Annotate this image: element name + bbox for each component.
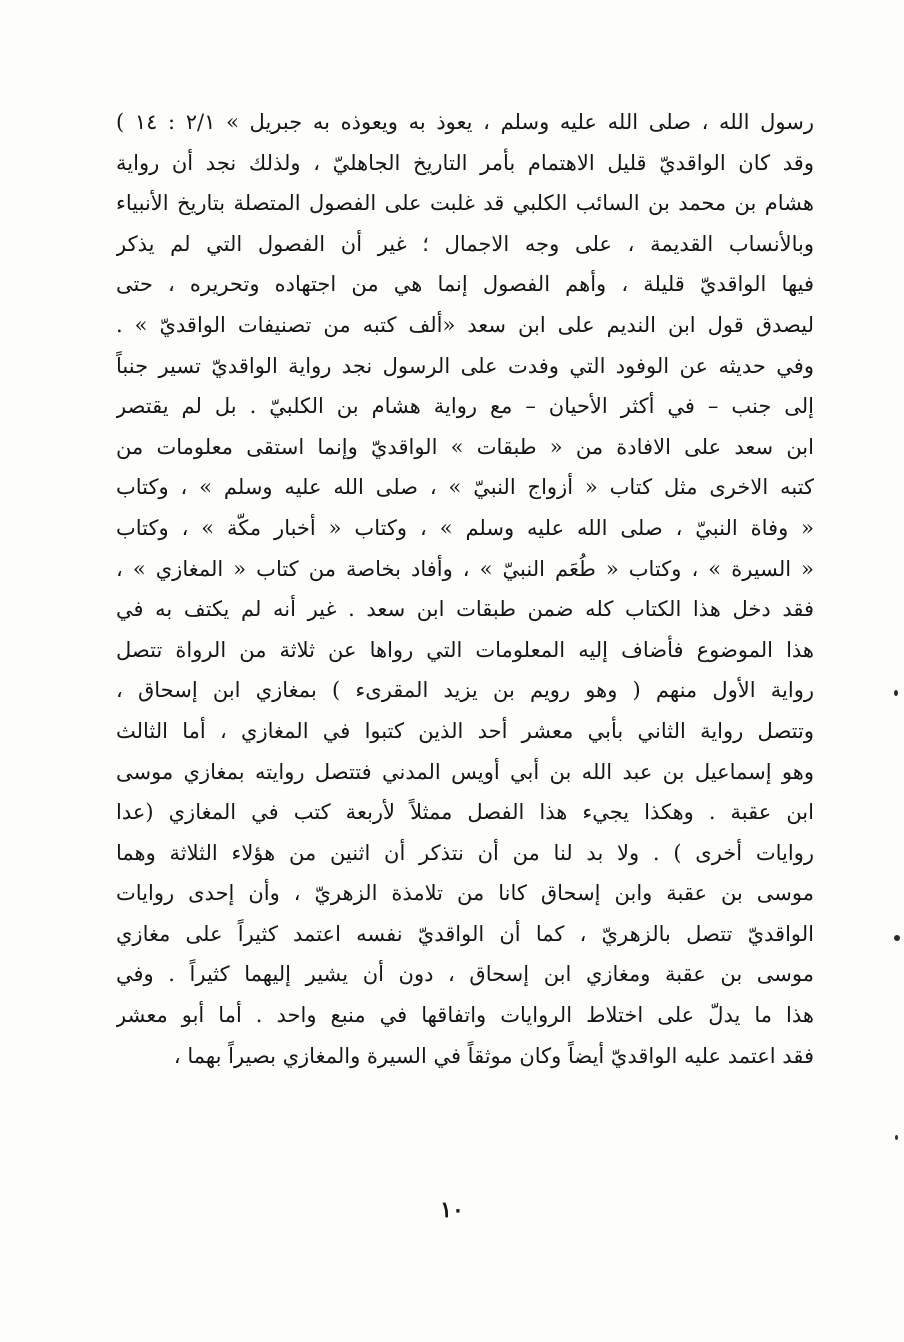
text-line-21: الواقديّ تتصل بالزهريّ ، كما أن الواقديّ نفسه اعتمد كثيراً على مغازي: [116, 921, 814, 946]
text-line-15: رواية الأول منهم ( وهو رويم بن يزيد المقرىء ) بمغازي ابن إسحاق ،: [116, 678, 814, 703]
text-line-7: وفي حديثه عن الوفود التي وفدت على الرسول نجد رواية الواقديّ تسير جنباً: [116, 353, 814, 378]
text-line-6: ليصدق قول ابن النديم على ابن سعد «ألف كتبه من تصنيفات الواقديّ » .: [116, 312, 814, 337]
scan-speck-right-lower: [895, 1135, 898, 1140]
text-line-12: « السيرة » ، وكتاب « طُعَم النبيّ » ، وأفاد بخاصة من كتاب « المغازي » ،: [116, 556, 814, 581]
text-line-3: هشام بن محمد بن السائب الكلبي قد غلبت على الفصول المتصلة بتاريخ الأنبياء: [116, 191, 814, 216]
text-line-1: رسول الله ، صلى الله عليه وسلم ، يعوذ به ويعوذه به جبريل » ٢/١ : ١٤ ): [116, 110, 814, 134]
scan-speck-right-upper: [894, 690, 898, 696]
text-line-4: وبالأنساب القديمة ، على وجه الاجمال ؛ غير أن الفصول التي لم يذكر: [116, 231, 814, 256]
text-line-18: ابن عقبة . وهكذا يجيء هذا الفصل ممثلاً لأربعة كتب في المغازي (عدا: [116, 800, 814, 825]
scan-speck-right-middle: [894, 935, 900, 941]
text-line-17: وهو إسماعيل بن عبد الله بن أبي أويس المدني فتتصل روايته بمغازي موسى: [116, 759, 814, 784]
text-line-13: فقد دخل هذا الكتاب كله ضمن طبقات ابن سعد . غير أنه لم يكتف به في: [116, 597, 814, 622]
text-line-11: « وفاة النبيّ ، صلى الله عليه وسلم » ، وكتاب « أخبار مكّة » ، وكتاب: [116, 515, 814, 540]
text-line-24: فقد اعتمد عليه الواقديّ أيضاً وكان موثقاً في السيرة والمغازي بصيراً بهما ،: [173, 1043, 814, 1068]
text-line-10: كتبه الاخرى مثل كتاب « أزواج النبيّ » ، صلى الله عليه وسلم » ، وكتاب: [116, 475, 814, 500]
text-line-14: هذا الموضوع فأضاف إليه المعلومات التي رواها عن ثلاثة من الرواة تتصل: [116, 637, 814, 662]
page-body-text: [116, 102, 814, 1076]
text-line-9: ابن سعد على الافادة من « طبقات » الواقديّ وإنما استقى معلومات من: [116, 434, 814, 459]
text-line-16: وتتصل رواية الثاني بأبي معشر أحد الذين كتبوا في المغازي ، أما الثالث: [116, 718, 814, 743]
text-line-5: فيها الواقديّ قليلة ، وأهم الفصول إنما هي من اجتهاده وتحريره ، حتى: [116, 272, 814, 297]
text-line-22: موسى بن عقبة ومغازي ابن إسحاق ، دون أن يشير إليهما كثيراً . وفي: [116, 962, 814, 987]
page-number: ١٠: [440, 1197, 464, 1223]
text-line-8: إلى جنب – في أكثر الأحيان – مع رواية هشام بن الكلبيّ . بل لم يقتصر: [116, 394, 814, 419]
text-line-23: هذا ما يدلّ على اختلاط الروايات واتفاقها في منبع واحد . أما أبو معشر: [116, 1003, 814, 1028]
text-line-20: موسى بن عقبة وابن إسحاق كانا من تلامذة الزهريّ ، وأن إحدى روايات: [116, 881, 814, 906]
text-line-19: روايات أخرى ) . ولا بد لنا من أن نتذكر أن اثنين من هؤلاء الثلاثة وهما: [116, 840, 814, 865]
text-line-2: وقد كان الواقديّ قليل الاهتمام بأمر التاريخ الجاهليّ ، ولذلك نجد أن رواية: [116, 150, 814, 175]
